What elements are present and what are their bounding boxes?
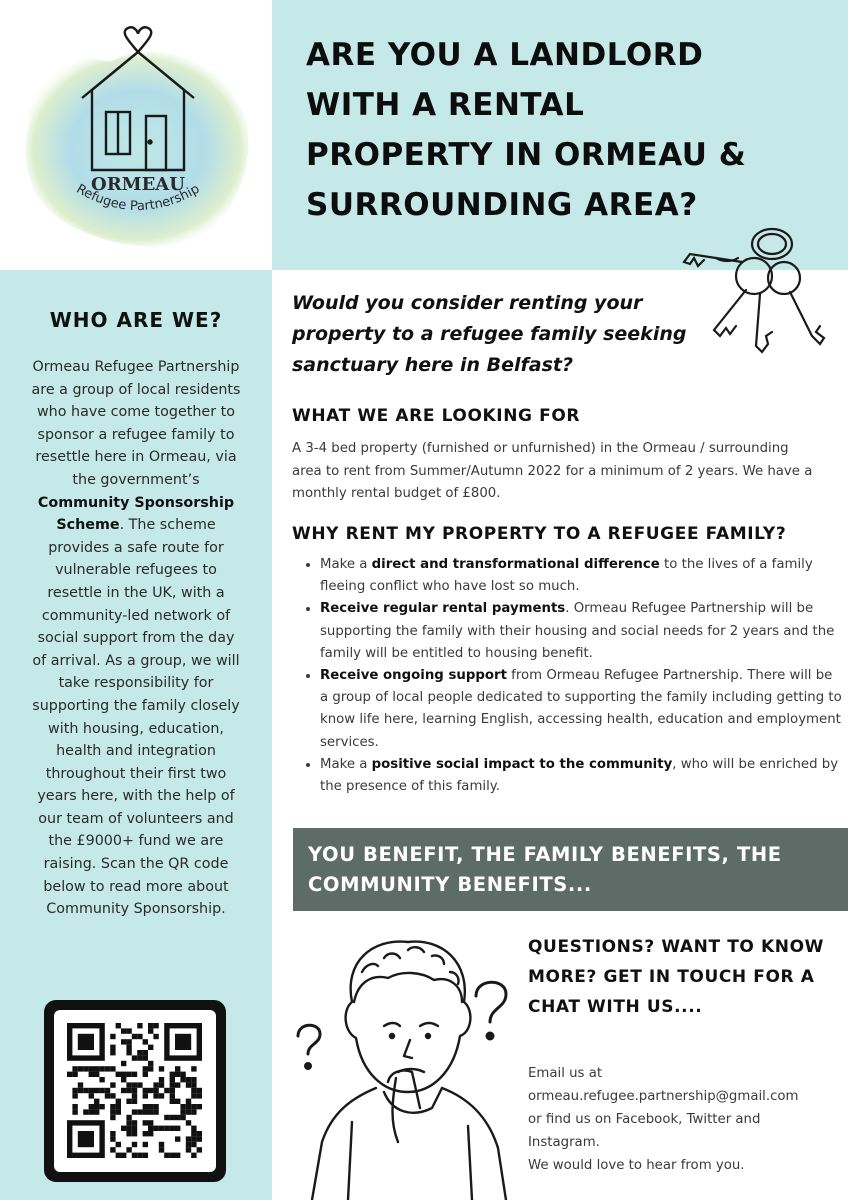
who-body: Ormeau Refugee Partnership are a group of local residents who have come together to sponsor a refugee family to resettle here in Ormeau, via the government’s Community Sponsorship Scheme. The scheme provides a safe route for vulnerable refugees to resettle in the UK, with a community-led network of social support from the day of arrival. As a group, we will take responsibility for supporting the family closely with housing, education, health and integration throughout their first two years here, with the help of our team of volunteers and the £9000+ fund we are raising. Scan the QR code below to read more about Community Sponsorship.: [31, 359, 241, 918]
why-title: WHY RENT MY PROPERTY TO A REFUGEE FAMILY?: [292, 524, 787, 544]
list-item: • Receive regular rental payments. Ormeau Refugee Partnership will be supporting the family with their housing and social needs for 2 years and the family will be entitled to housing benefit.: [320, 598, 844, 665]
contact-line: or find us on Facebook, Twitter and Instagram.: [528, 1112, 761, 1150]
watercolor-splash: [26, 52, 249, 246]
title-line: WITH A RENTAL: [306, 87, 585, 123]
contact-line: Email us at: [528, 1066, 603, 1081]
contact-title: QUESTIONS? WANT TO KNOW MORE? GET IN TOUCH FOR A CHAT WITH US....: [528, 937, 824, 1017]
list-item: • Make a positive social impact to the community, who will be enriched by the presence of this family.: [320, 754, 844, 798]
qr-code[interactable]: [44, 1000, 226, 1182]
title-line: ARE YOU A LANDLORD: [306, 37, 704, 73]
benefit-banner: [293, 828, 848, 911]
benefit-text: YOU BENEFIT, THE FAMILY BENEFITS, THE COMMUNITY BENEFITS...: [308, 843, 782, 896]
looking-body: A 3-4 bed property (furnished or unfurnished) in the Ormeau / surrounding area to rent from Summer/Autumn 2022 for a minimum of 2 years. We have a monthly rental budget of £800.: [292, 441, 813, 501]
email-link[interactable]: ormeau.refugee.partnership@gmail.com: [528, 1089, 799, 1104]
main-content: [272, 270, 848, 1200]
scheme-name: Community Sponsorship Scheme: [37, 494, 235, 534]
qr-pattern: [54, 1010, 216, 1172]
contact-line: We would love to hear from you.: [528, 1158, 745, 1173]
logo-panel: [0, 0, 272, 270]
title-line: PROPERTY IN ORMEAU &: [306, 137, 747, 173]
logo-tagline: Refugee Partnership: [73, 181, 203, 215]
title-line: SURROUNDING AREA?: [306, 187, 698, 223]
logo: [0, 0, 272, 270]
who-title: WHO ARE WE?: [49, 308, 223, 332]
page-title: [306, 30, 826, 230]
logo-name: ORMEAU: [91, 174, 185, 195]
qr-inner: [54, 1010, 216, 1172]
thinking-person-illustration: [292, 932, 518, 1200]
keys-icon: [676, 226, 846, 376]
looking-title: WHAT WE ARE LOOKING FOR: [292, 406, 581, 426]
why-list: [300, 554, 844, 798]
lead-question: Would you consider renting your property to a refugee family seeking sanctuary here in Belfast?: [292, 292, 687, 376]
list-item: • Make a direct and transformational difference to the lives of a family fleeing conflict who have lost so much.: [320, 554, 844, 598]
list-item: • Receive ongoing support from Ormeau Refugee Partnership. There will be a group of local people dedicated to supporting the family including getting to know life here, learning English, accessing health, education and employment services.: [320, 665, 844, 754]
contact-body: [528, 1062, 828, 1177]
